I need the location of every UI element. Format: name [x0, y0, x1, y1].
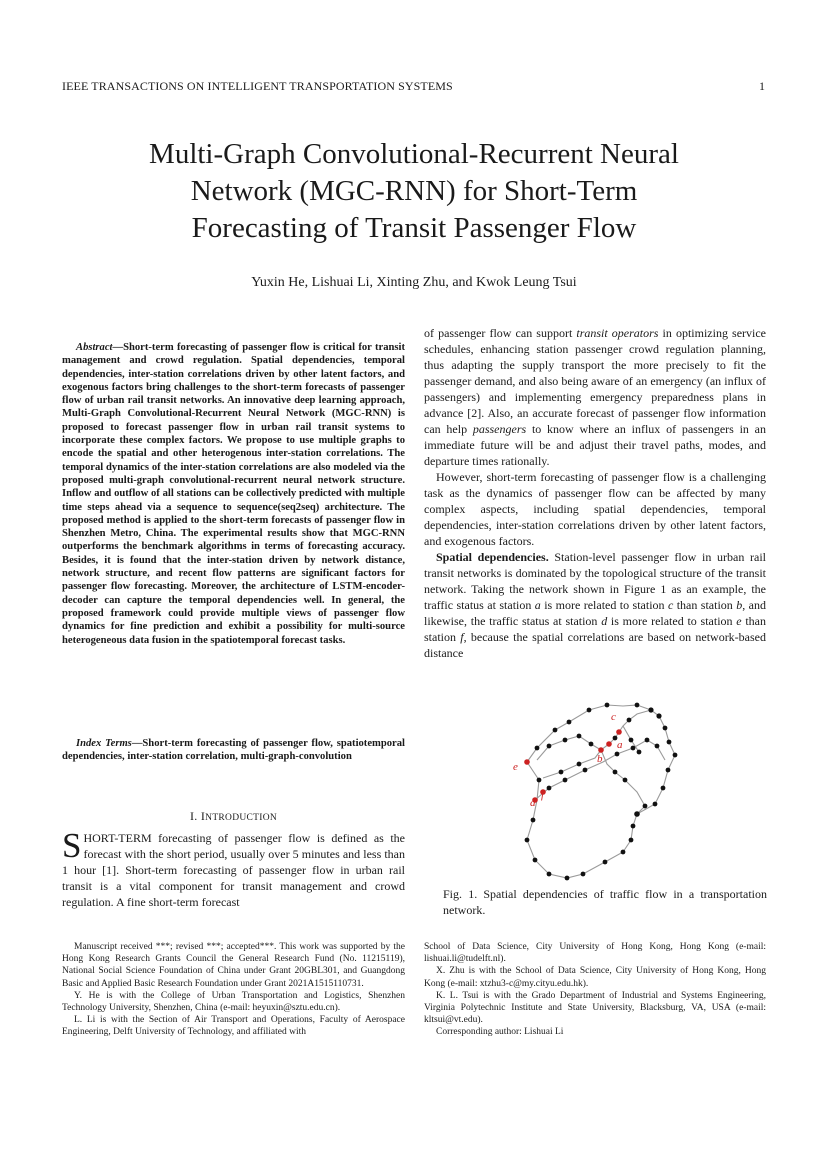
- footnotes-left: [62, 941, 405, 1039]
- intro-paragraph: [62, 826, 405, 910]
- station-e-node: [524, 759, 530, 765]
- title-line-2: Network (MGC-RNN) for Short-Term: [190, 175, 638, 207]
- network-nodes: [525, 703, 678, 881]
- title-line-1: Multi-Graph Convolutional-Recurrent Neural: [149, 138, 679, 170]
- station-a-node: [606, 741, 612, 747]
- footnotes-right: [424, 941, 766, 1039]
- footnote-zhu: X. Zhu is with the School of Data Science, City University of Hong Kong, Hong Kong (e-mail: xtzhu3-c@my.cityu.edu.hk).: [424, 966, 766, 989]
- spatial-dependencies-heading: Spatial dependencies.: [436, 550, 549, 564]
- paper-title: [60, 136, 768, 247]
- drop-cap: S: [62, 826, 82, 865]
- index-terms-label: Index Terms: [76, 738, 132, 749]
- journal-name: IEEE TRANSACTIONS ON INTELLIGENT TRANSPORTATION SYSTEMS: [62, 79, 453, 93]
- label-d: d: [530, 797, 536, 809]
- station-c-node: [616, 729, 622, 735]
- network-edges: [527, 705, 675, 878]
- figure-caption: Fig. 1. Spatial dependencies of traffic flow in a transportation network.: [443, 887, 767, 917]
- footnote-li: L. Li is with the Section of Air Transport and Operations, Faculty of Aerospace Engineering, Delft University of Technology, and affiliated with: [62, 1015, 405, 1038]
- author-list: Yuxin He, Lishuai Li, Xinting Zhu, and Kwok Leung Tsui: [251, 275, 577, 290]
- label-a: a: [617, 739, 623, 751]
- page-number: 1: [759, 79, 765, 93]
- abstract-label: Abstract: [76, 342, 113, 353]
- footnote-tsui: K. L. Tsui is with the Grado Department of Industrial and Systems Engineering, Virginia Polytechnic Institute and State University, Blacksburg, VA, USA (e-mail: kltsui@vt.edu).: [424, 990, 766, 1026]
- intro-text: HORT-TERM forecasting of passenger flow is defined as the forecast with the short period, usually over 5 minutes and less than 1 hour [1]. Short-term forecasting of passenger flow in urban rail transit is a vital component for transit management and crowd regulation. A fine short-term forecast: [62, 831, 405, 909]
- paragraph-1: of passenger flow can support transit operators in optimizing service schedules, enhancing station passenger crowd regulation planning, thus adapting the supply transport the more precisely to fit the passenger demand, and also being aware of an emergency (an influx of passengers) and implementing emergency preparedness plans in advance [2]. Also, an accurate forecast of passenger flow information can help passengers to know where an influx of passengers in an immediate future will be and adjust their travel paths, modes, and departure times rationally.: [424, 326, 766, 468]
- footnote-li-cont: School of Data Science, City University of Hong Kong, Hong Kong (e-mail: lishuai.li@tudelft.nl).: [424, 942, 766, 965]
- transit-network-figure: [505, 700, 695, 890]
- abstract-dash: —: [112, 342, 124, 353]
- label-b: b: [597, 753, 603, 765]
- abstract-text: Short-term forecasting of passenger flow is critical for transit management and crowd regulation. Spatial dependencies, temporal dependencies, inter-station correlations driven by other latent factors, and exogenous factors bring challenges to the short-term forecasts of passenger flow of urban rail transit networks. An innovative deep learning approach, Multi-Graph Convolutional-Recurrent Neural Network (MGC-RNN) is proposed to forecast passenger flow in urban rail transit systems to incorporate these complex factors. We propose to use multiple graphs to encode the spatial and other heterogenous inter-station correlations. The temporal dynamics of the inter-station correlations are also modeled via the proposed multi-graph convolutional-recurrent neural network structure. Inflow and outflow of all stations can be collectively predicted with multiple time steps ahead via a sequence to sequence(seq2seq) architecture. The proposed method is applied to the short-term forecasts of passenger flow in Shenzhen Metro, China. The experimental results show that MGC-RNN outperforms the benchmark algorithms in terms of forecasting accuracy. Besides, it is found that the inter-station driven by network distance, network structure, and recent flow patterns are significant factors for passenger flow forecasting. Moreover, the architecture of LSTM-encoder-decoder can capture the temporal dependencies well. In general, the proposed framework could provide multiple views of passenger flow dynamics for fine prediction and exhibit a possibility for multi-source heterogeneous data fusion in the spatiotemporal forecast tasks.: [62, 342, 405, 646]
- station-b-node: [598, 747, 604, 753]
- section-numeral: I.: [189, 809, 198, 823]
- right-column-text: [424, 325, 766, 661]
- highlighted-stations: [524, 729, 622, 803]
- paragraph-2: However, short-term forecasting of passenger flow is a challenging task as the dynamics of passenger flow can be affected by many complex aspects, including spatial dependencies, temporal dependencies, inter-station correlations driven by other latent factors, and exogenous factors.: [424, 470, 766, 548]
- footnote-he: Y. He is with the College of Urban Transportation and Logistics, Shenzhen Technology University, Shenzhen, China (e-mail: heyuxin@sztu.edu.cn).: [62, 990, 405, 1014]
- label-e: e: [513, 761, 518, 773]
- index-terms: [62, 737, 405, 764]
- paragraph-3: Spatial dependencies. Station-level passenger flow in urban rail transit networks is dominated by the topological structure of the transit network. Taking the network shown in Figure 1 as an example, the traffic status at station a is more related to station c than station b, and likewise, the traffic status at station d is more related to station e than station f, because the spatial correlations are based on network-based distance: [424, 550, 767, 660]
- index-terms-text: Short-term forecasting of passenger flow, spatiotemporal dependencies, inter-station correlation, multi-graph-convolution: [62, 738, 405, 763]
- title-line-3: Forecasting of Transit Passenger Flow: [191, 212, 637, 244]
- abstract: [62, 341, 405, 647]
- label-c: c: [611, 711, 616, 723]
- label-f: f: [541, 789, 545, 801]
- index-terms-dash: —: [131, 738, 143, 749]
- footnote-manuscript: Manuscript received ***; revised ***; accepted***. This work was supported by the Hong Kong Research Grants Council the General Research Fund (No. 11215119), National Social Science Foundation of China under Grant 20GBL301, and Guangdong Basic and Applied Basic Research Foundation under Grant 2021A1515110731.: [62, 942, 405, 989]
- footnote-corresponding: Corresponding author: Lishuai Li: [436, 1027, 564, 1038]
- section-title: INTRODUCTION: [200, 809, 278, 823]
- section-heading: [62, 809, 405, 824]
